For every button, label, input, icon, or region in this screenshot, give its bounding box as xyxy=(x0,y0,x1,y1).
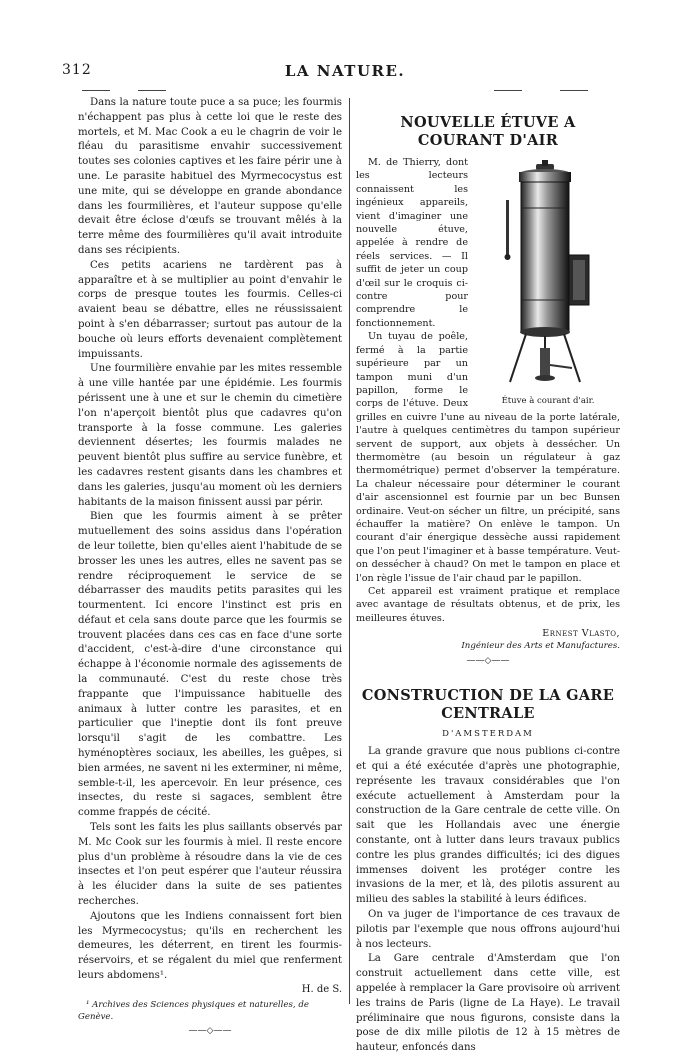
ornament: ——◇—— xyxy=(466,656,510,667)
paragraph: Ajoutons que les Indiens connaissent fort bien les Myrmecocystus; qu'ils en recherchent les demeures, les déterrent, en tirent les fourmis-réservoirs, et se régalent du miel que renferment leurs abdomens¹. xyxy=(78,910,342,982)
running-title: LA NATURE. xyxy=(284,62,406,80)
paragraph: On va juger de l'importance de ces travaux de pilotis par l'exemple que nous offrons aujourd'hui à nos lecteurs. xyxy=(356,908,620,950)
article-title-etuve: NOUVELLE ÉTUVE A COURANT D'AIR xyxy=(400,114,576,149)
page-number: 312 xyxy=(62,62,92,78)
signature: H. de S. xyxy=(301,983,342,995)
ornament: ——◇—— xyxy=(188,1025,232,1036)
paragraph: Ces petits acariens ne tardèrent pas à apparaître et à se multiplier au point d'envahir le corps de presque toutes les fourmis. Celles-ci avaient beau se débattre, elles ne réussissaient point à s'en débarrasser; surtout pas autour de la bouche où leurs efforts devenaient complètement impuissants. xyxy=(78,259,342,360)
author-signature xyxy=(356,627,620,653)
etuve-figure xyxy=(476,160,620,406)
paragraph: Une fourmilière envahie par les mites ressemble à une ville hantée par une épidémie. Les fourmis périssent une à une et sur le chemin du cimetière l'on n'aperçoit bientôt plus que cadavres qu'on transporte à la fosse commune. Les galeries deviennent désertes; les fourmis malades ne peuvent bientôt plus suffire au service funèbre, et les cadavres restent gisants dans les chambres et dans les galeries, jusqu'au moment où les derniers habitants de la maison finissent aussi par périr. xyxy=(78,363,342,508)
article-subtitle-gare: D'AMSTERDAM xyxy=(442,729,534,740)
paragraph: Tels sont les faits les plus saillants observés par M. Mc Cook sur les fourmis à miel. Il reste encore plus d'un problème à résoudre dans la vie de ces insectes et l'on peut espérer que l'auteur réussira à les élucider dans la suite de ses patientes recherches. xyxy=(78,822,342,908)
column-divider xyxy=(349,98,350,1004)
article-title-gare: CONSTRUCTION DE LA GARE CENTRALE xyxy=(361,687,615,723)
figure-caption: Étuve à courant d'air. xyxy=(501,396,595,406)
left-column xyxy=(78,96,342,1039)
paragraph: Cet appareil est vraiment pratique et remplace avec avantage de résultats obtenus, et de prix, les meilleures étuves. xyxy=(356,586,620,624)
author-title: Ingénieur des Arts et Manufactures. xyxy=(461,641,620,652)
paragraph: La grande gravure que nous publions ci-contre et qui a été exécutée d'après une photographie, représente les travaux considérables que l'on exécute actuellement à Amsterdam pour la construction de la Gare centrale de cette ville. On sait que les Hollandais avec une énergie constante, ont à lutter dans leurs travaux publics contre les plus grandes difficultés; ici des digues immenses doivent les protéger contre les invasions de la mer, et là, des pilotis assurent au milieu des sables la stabilité à leurs édifices. xyxy=(356,746,620,906)
header-rule xyxy=(82,90,110,91)
header-rule xyxy=(494,90,522,91)
author-name: Ernest Vlasto, xyxy=(542,628,620,640)
right-column xyxy=(356,96,620,1056)
header-rule xyxy=(560,90,588,91)
paragraph: M. de Thierry, dont les lecteurs connaissent les ingénieux appareils, vient d'imaginer une nouvelle étuve, appelée à rendre de réels services. — Il suffit de jeter un coup d'œil sur le croquis ci-contre pour comprendre le fonctionnement. xyxy=(356,157,468,329)
paragraph: Dans la nature toute puce a sa puce; les fourmis n'échappent pas plus à cette loi que le reste des mortels, et M. Mac Cook a eu le chagrin de voir le fléau du parasitisme envahir successivement toutes ses colonies captives et les faire périr une à une. Le parasite habituel des Myrmecocystus est une mite, qui se développe en grande abondance dans les fourmilières, et l'auteur suppose qu'elle devait être éclose d'œufs se trouvant mêlés à la terre même des fourmilières qu'il avait introduite dans ses récipients. xyxy=(78,97,342,256)
paragraph: Bien que les fourmis aiment à se prêter mutuellement des soins assidus dans l'opération de leur toilette, bien qu'elles aient l'habitude de se brosser les unes les autres, elles ne savent pas se rendre réciproquement le service de se débarrasser des maudits petits parasites qui les tourmentent. Ici encore l'instinct est pris en défaut et cela sans doute parce que les fourmis se trouvent placées dans ces cas en face d'une sorte d'accident, c'est-à-dire d'une circonstance qui échappe à l'économie normale des agissements de la communauté. C'est du reste chose très frappante que l'impuissance habituelle des animaux à lutter contre les parasites, et en particulier que l'ineptie dont ils font preuve lorsqu'il s'agit de les combattre. Les hyménoptères sociaux, les abeilles, les guêpes, si bien armées, ne savent ni les exterminer, ni même, semble-t-il, les apercevoir. En leur présence, ces insectes, du reste si sagaces, semblent être comme frappés de cécité. xyxy=(78,511,342,819)
footnote: ¹ Archives des Sciences physiques et naturelles, de Genève. xyxy=(78,999,309,1022)
paragraph: La Gare centrale d'Amsterdam que l'on construit actuellement dans cette ville, est appelée à remplacer la Gare provisoire où arrivent les trains de Paris (ligne de La Haye). Le travail préliminaire que nous figurons, consiste dans la pose de dix mille pilotis de 12 à 15 mètres de hauteur, enfoncés dans xyxy=(356,953,620,1054)
etuve-illustration xyxy=(476,160,620,390)
header-rule xyxy=(138,90,166,91)
paragraph: Un tuyau de poêle, fermé à la partie supérieure par un tampon muni d'un papillon, forme le corps de l'étuve. Deux grilles en cuivre l'une au niveau de la porte latérale, l'autre à quelques centimètres du tampon supérieur servent de support, aux objets à dessécher. Un thermomètre (au besoin un régulateur à gaz thermométrique) permet d'observer la température. La chaleur nécessaire pour déterminer le courant d'air ascensionnel est fournie par un bec Bunsen ordinaire. Veut-on sécher un filtre, un précipité, sans échauffer la matière? On enlève le tampon. Un courant d'air énergique dessèche aussi rapidement que l'on peut l'imaginer et à basse température. Veut-on dessécher à chaud? On met le tampon en place et l'on règle l'issue de l'air chaud par le papillon. xyxy=(356,331,620,584)
